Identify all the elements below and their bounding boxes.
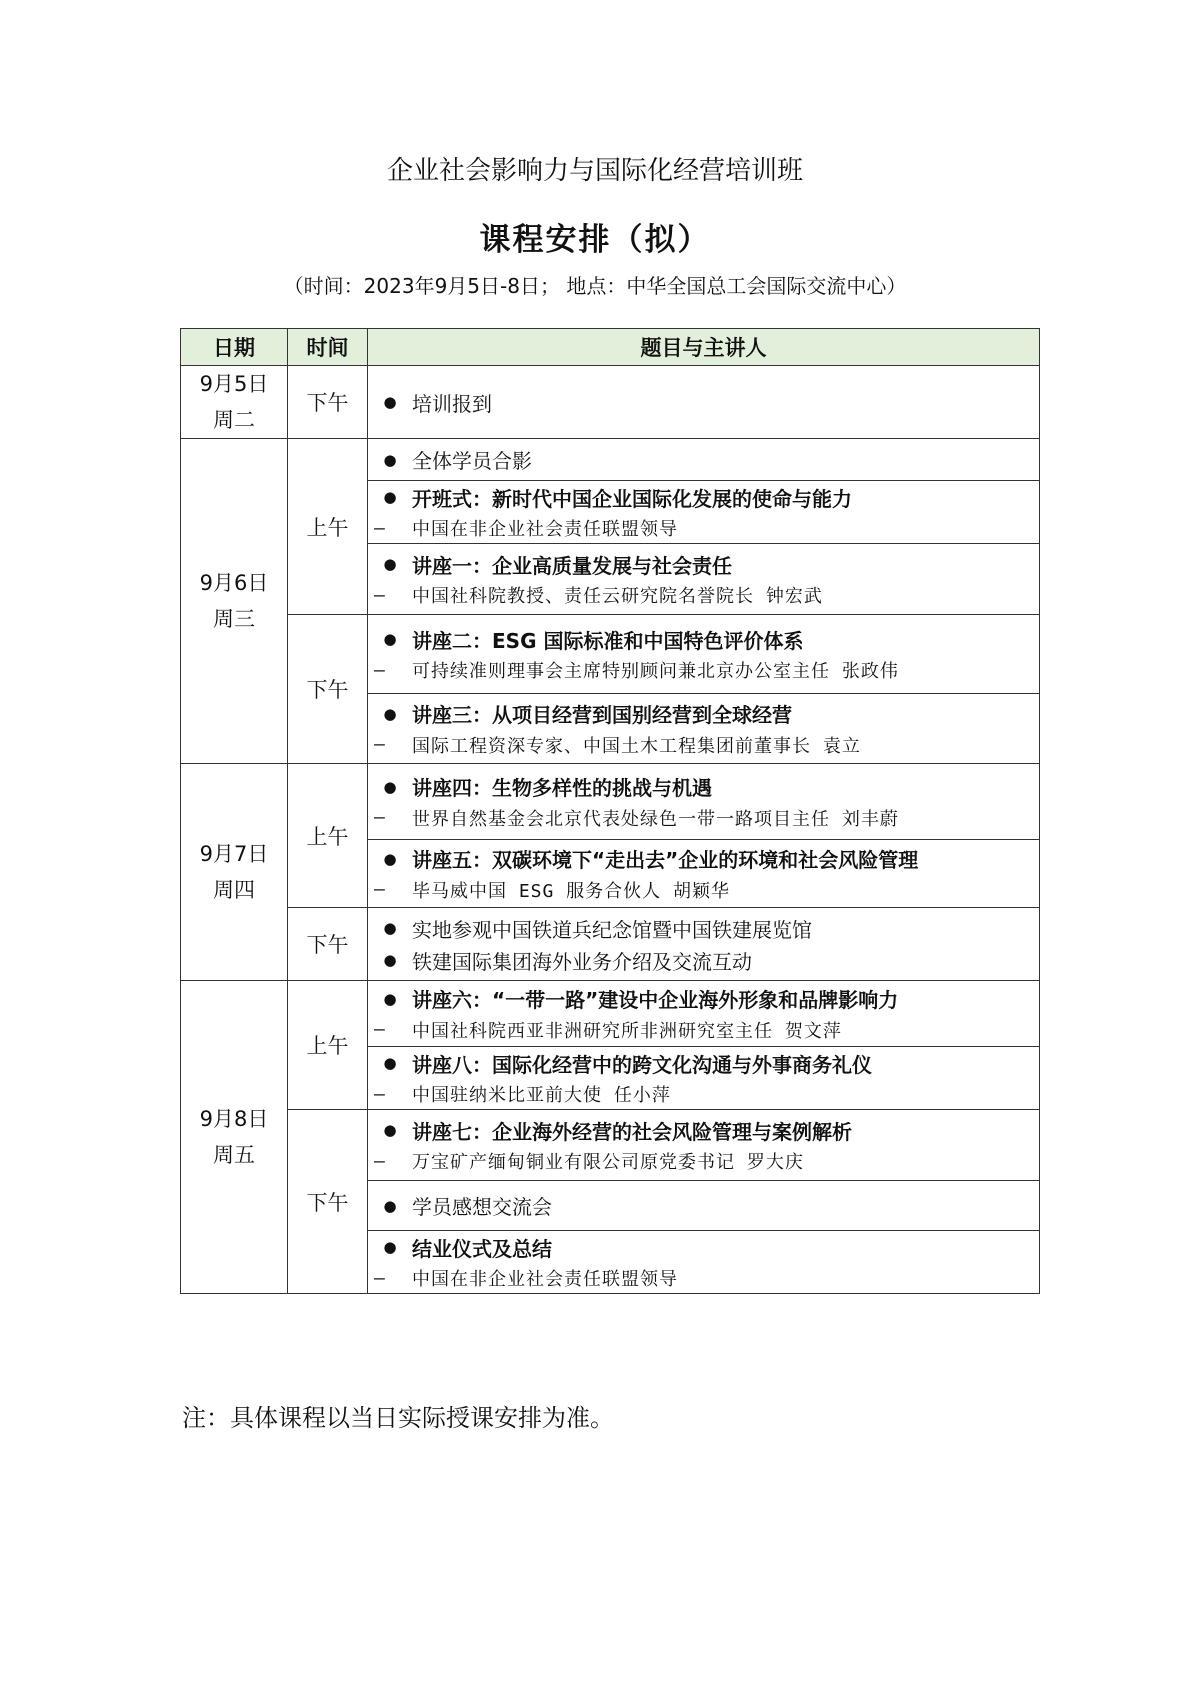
period-cell: 上午 (288, 439, 368, 615)
session-topic: 铁建国际集团海外业务介绍及交流互动 (412, 949, 752, 974)
table-row (181, 615, 1040, 694)
time-location-info: （时间：2023年9月5日-8日； 地点：中华全国总工会国际交流中心） (283, 274, 907, 298)
schedule-body (181, 366, 1040, 1294)
table-row (181, 764, 1040, 840)
session-topic: 讲座七：企业海外经营的社会风险管理与案例解析 (412, 1119, 852, 1144)
header-date: 日期 (181, 329, 288, 366)
bullet-icon: ● (383, 849, 397, 868)
session-line (368, 548, 1039, 580)
session-cell (368, 840, 1040, 908)
period-cell: 上午 (288, 981, 368, 1110)
weekday-text: 周四 (213, 878, 255, 902)
weekday-text: 周五 (213, 1143, 255, 1167)
bullet-icon: ● (383, 450, 397, 469)
speaker-line (368, 655, 1039, 685)
session-cell (368, 694, 1040, 764)
session-speaker: 世界自然基金会北京代表处绿色一带一路项目主任 刘丰蔚 (412, 808, 899, 830)
session-cell (368, 615, 1040, 694)
session-topic: 实地参观中国铁道兵纪念馆暨中国铁建展览馆 (412, 917, 812, 942)
speaker-line (368, 803, 1039, 833)
session-line (368, 843, 1039, 875)
session-cell (368, 1110, 1040, 1181)
session-line (368, 481, 1039, 513)
table-row (181, 1110, 1040, 1181)
table-row (181, 439, 1040, 481)
bullet-icon: ● (383, 555, 397, 573)
session-speaker: 万宝矿产缅甸铜业有限公司原党委书记 罗大庆 (412, 1152, 804, 1173)
bullet-icon: ● (383, 1196, 397, 1215)
period-cell: 下午 (288, 366, 368, 439)
document-subtitle: 课程安排（拟） (479, 222, 711, 258)
session-speaker: 中国在非企业社会责任联盟领导 (412, 1269, 678, 1290)
session-topic: 培训报到 (412, 391, 492, 416)
session-topic: 讲座三：从项目经营到国别经营到全球经营 (412, 703, 792, 727)
dash-icon: – (374, 1267, 385, 1289)
session-line (368, 444, 1039, 476)
bullet-icon: ● (383, 777, 397, 796)
session-topic: 讲座五：双碳环境下“走出去”企业的环境和社会风险管理 (412, 848, 919, 872)
footnote: 注：具体课程以当日实际授课安排为准。 (182, 1404, 614, 1432)
speaker-line (368, 730, 1039, 760)
session-cell (368, 544, 1040, 615)
weekday-text: 周三 (213, 607, 255, 631)
bullet-icon: ● (383, 1238, 397, 1256)
table-row (181, 981, 1040, 1047)
date-text: 9月8日 (199, 1107, 269, 1131)
bullet-icon: ● (383, 488, 397, 506)
speaker-line (368, 513, 1039, 543)
session-topic: 讲座八：国际化经营中的跨文化沟通与外事商务礼仪 (412, 1052, 872, 1077)
session-cell (368, 908, 1040, 981)
dash-icon: – (374, 734, 385, 755)
table-row (181, 366, 1040, 439)
date-text: 9月5日 (199, 372, 269, 396)
speaker-line (368, 1015, 1039, 1045)
session-cell (368, 764, 1040, 840)
date-cell (181, 981, 288, 1294)
session-cell (368, 366, 1040, 439)
period-cell: 下午 (288, 908, 368, 981)
date-text: 9月7日 (199, 842, 269, 866)
bullet-icon: ● (383, 919, 397, 937)
speaker-line (368, 1079, 1039, 1109)
session-topic: 讲座六：“一带一路”建设中企业海外形象和品牌影响力 (412, 988, 899, 1012)
date-text: 9月6日 (199, 571, 269, 595)
period-cell: 上午 (288, 764, 368, 908)
table-row (181, 908, 1040, 981)
session-cell (368, 439, 1040, 481)
session-line (368, 983, 1039, 1015)
session-speaker: 中国驻纳米比亚前大使 任小萍 (412, 1085, 671, 1106)
session-topic: 讲座四：生物多样性的挑战与机遇 (412, 776, 712, 800)
session-line (368, 698, 1039, 730)
period-cell: 下午 (288, 615, 368, 764)
session-line (368, 771, 1039, 803)
schedule-table (180, 328, 1040, 1294)
document-title: 企业社会影响力与国际化经营培训班 (386, 156, 803, 186)
header-time: 时间 (288, 329, 368, 366)
session-topic: 结业仪式及总结 (412, 1236, 552, 1261)
table-header-row (181, 329, 1040, 366)
dash-icon: – (374, 879, 385, 900)
dash-icon: – (374, 1083, 385, 1105)
dash-icon: – (374, 1019, 385, 1040)
session-topic: 讲座一：企业高质量发展与社会责任 (412, 553, 732, 578)
speaker-line (368, 875, 1039, 905)
bullet-icon: ● (383, 1054, 397, 1072)
bullet-icon: ● (383, 393, 397, 411)
session-line (368, 1190, 1039, 1222)
weekday-text: 周二 (213, 408, 255, 432)
dash-icon: – (374, 517, 385, 539)
date-cell (181, 366, 288, 439)
session-speaker: 可持续准则理事会主席特别顾问兼北京办公室主任 张政伟 (412, 661, 899, 682)
dash-icon: – (374, 659, 385, 681)
dash-icon: – (374, 1150, 385, 1172)
bullet-icon: ● (383, 704, 397, 723)
session-line (368, 1047, 1039, 1079)
session-line (368, 1114, 1039, 1146)
header-topic: 题目与主讲人 (368, 329, 1040, 366)
dash-icon: – (374, 584, 385, 606)
bullet-icon: ● (383, 1121, 397, 1139)
session-speaker: 中国社科院教授、责任云研究院名誉院长 钟宏武 (412, 586, 823, 607)
session-topic: 学员感想交流会 (412, 1195, 552, 1219)
session-line (368, 386, 1039, 418)
session-cell (368, 1047, 1040, 1110)
speaker-line (368, 1146, 1039, 1176)
speaker-line (368, 1263, 1039, 1293)
session-speaker: 中国社科院西亚非洲研究所非洲研究室主任 贺文萍 (412, 1020, 842, 1042)
session-line (368, 623, 1039, 655)
session-topic: 讲座二：ESG 国际标准和中国特色评价体系 (412, 628, 804, 653)
session-line (368, 1231, 1039, 1263)
session-topic: 全体学员合影 (412, 449, 532, 473)
session-speaker: 毕马威中国 ESG 服务合伙人 胡颖华 (412, 880, 731, 902)
date-cell (181, 439, 288, 764)
session-speaker: 国际工程资深专家、中国土木工程集团前董事长 袁立 (412, 735, 861, 757)
session-line (368, 912, 1039, 944)
session-line (368, 944, 1039, 976)
bullet-icon: ● (383, 989, 397, 1008)
bullet-icon: ● (383, 951, 397, 969)
dash-icon: – (374, 807, 385, 828)
session-cell (368, 481, 1040, 544)
speaker-line (368, 580, 1039, 610)
session-cell (368, 981, 1040, 1047)
session-cell (368, 1181, 1040, 1231)
session-topic: 开班式：新时代中国企业国际化发展的使命与能力 (412, 486, 852, 511)
period-cell: 下午 (288, 1110, 368, 1294)
session-speaker: 中国在非企业社会责任联盟领导 (412, 519, 678, 540)
date-cell (181, 764, 288, 981)
session-cell (368, 1231, 1040, 1294)
bullet-icon: ● (383, 630, 397, 648)
